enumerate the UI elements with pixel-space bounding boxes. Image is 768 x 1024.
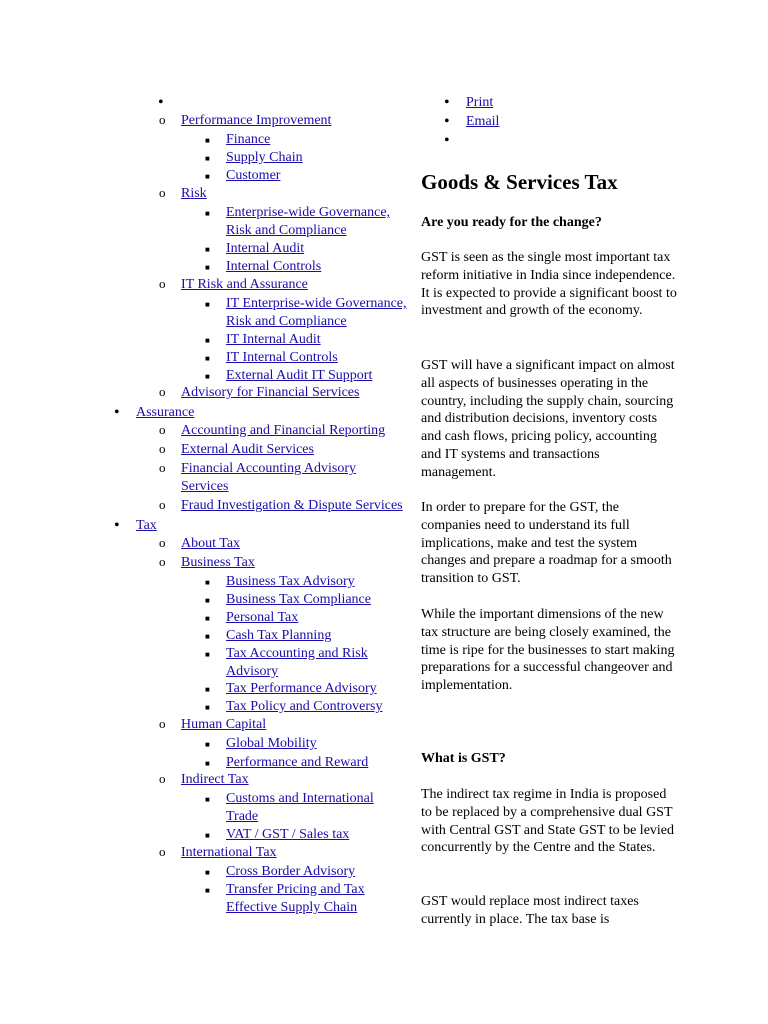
nav-item-tax-accounting-risk-advisory xyxy=(205,645,392,681)
article-paragraph: In order to prepare for the GST, the companies need to understand its full implications, make and test the system changes and prepare a roadmap for a smooth transition to GST. xyxy=(421,500,672,587)
square-bullet: ■ xyxy=(205,300,210,309)
nav-item-international-tax xyxy=(159,844,277,862)
print-link[interactable]: Print xyxy=(466,95,494,110)
nav-link-internal-audit[interactable]: Internal Audit xyxy=(226,241,305,256)
nav-item-vat-gst-sales-tax xyxy=(205,826,350,844)
nav-link-about-tax[interactable]: About Tax xyxy=(181,536,241,551)
circle-bullet: o xyxy=(159,771,166,786)
nav-item-tax-performance-advisory xyxy=(205,680,377,698)
square-bullet: ■ xyxy=(205,336,210,345)
article-title: Goods & Services Tax xyxy=(421,170,618,194)
nav-item-human-capital xyxy=(159,716,267,734)
nav-item-external-audit-it-support xyxy=(205,367,373,385)
nav-link-supply-chain[interactable]: Supply Chain xyxy=(226,150,303,165)
nav-item-business-tax-advisory xyxy=(205,573,355,591)
share-item-print xyxy=(444,94,494,112)
circle-bullet: o xyxy=(159,384,166,399)
square-bullet: ■ xyxy=(205,172,210,181)
nav-link-it-internal-audit[interactable]: IT Internal Audit xyxy=(226,332,321,347)
nav-link-business-tax-advisory[interactable]: Business Tax Advisory xyxy=(226,574,355,589)
article xyxy=(421,168,677,927)
square-bullet: ■ xyxy=(205,685,210,694)
article-heading-ready: Are you ready for the change? xyxy=(421,215,602,230)
nav-link-performance-improvement[interactable]: Performance Improvement xyxy=(181,113,332,128)
nav-item-it-ewg-risk-compliance xyxy=(205,295,422,331)
article-paragraph: The indirect tax regime in India is proposed to be replaced by a comprehensive dual GST with Central GST and State GST to be levied concurrently by the Centre and the States. xyxy=(421,787,675,856)
nav-link-transfer-pricing[interactable]: Transfer Pricing and Tax Effective Supply Chain xyxy=(226,882,365,915)
article-heading-what-is-gst: What is GST? xyxy=(421,751,506,766)
nav-item-customer xyxy=(205,167,281,185)
nav-link-finance[interactable]: Finance xyxy=(226,132,271,147)
nav-item-transfer-pricing xyxy=(205,881,386,917)
disc-bullet: • xyxy=(158,94,164,111)
nav-item-performance-improvement xyxy=(159,112,332,130)
square-bullet: ■ xyxy=(205,578,210,587)
square-bullet: ■ xyxy=(205,136,210,145)
nav-link-it-risk-assurance[interactable]: IT Risk and Assurance xyxy=(181,277,308,292)
nav-item-fraud-investigation xyxy=(159,497,403,515)
nav-link-external-audit-it-support[interactable]: External Audit IT Support xyxy=(226,368,373,383)
circle-bullet: o xyxy=(159,535,166,550)
nav-link-fraud-investigation[interactable]: Fraud Investigation & Dispute Services xyxy=(181,498,403,513)
nav-item-external-audit-services xyxy=(159,441,314,459)
nav-link-it-internal-controls[interactable]: IT Internal Controls xyxy=(226,350,338,365)
article-paragraph: GST will have a significant impact on almost all aspects of businesses operating in the country, including the supply chain, sourcing and distribution decisions, inventory costs and cash flows, pricing policy, accounting and IT systems and transactions management. xyxy=(421,358,675,480)
square-bullet: ■ xyxy=(205,703,210,712)
nav-link-customs-international-trade[interactable]: Customs and International Trade xyxy=(226,791,374,824)
nav-link-cash-tax-planning[interactable]: Cash Tax Planning xyxy=(226,628,332,643)
email-link[interactable]: Email xyxy=(466,114,500,129)
nav-link-tax[interactable]: Tax xyxy=(136,518,157,533)
nav-link-it-ewg-risk-compliance[interactable]: IT Enterprise-wide Governance, Risk and Compliance xyxy=(226,296,407,329)
nav-item-it-risk-assurance xyxy=(159,276,308,294)
nav-link-assurance[interactable]: Assurance xyxy=(136,405,195,420)
nav-link-indirect-tax[interactable]: Indirect Tax xyxy=(181,772,249,787)
nav-link-advisory-financial-services[interactable]: Advisory for Financial Services xyxy=(181,385,360,400)
nav-link-performance-reward[interactable]: Performance and Reward xyxy=(226,755,369,770)
square-bullet: ■ xyxy=(205,868,210,877)
disc-bullet: • xyxy=(444,132,450,149)
nav-link-ewg-risk-compliance[interactable]: Enterprise-wide Governance, Risk and Compliance xyxy=(226,205,391,238)
square-bullet: ■ xyxy=(205,886,210,895)
nav-item-it-internal-controls xyxy=(205,349,338,367)
nav-item-about-tax xyxy=(159,535,241,553)
nav-item-customs-international-trade xyxy=(205,790,392,826)
nav-link-tax-policy-controversy[interactable]: Tax Policy and Controversy xyxy=(226,699,383,714)
nav-item-it-internal-audit xyxy=(205,331,321,349)
square-bullet: ■ xyxy=(205,209,210,218)
circle-bullet: o xyxy=(159,497,166,512)
nav-link-tax-accounting-risk-advisory[interactable]: Tax Accounting and Risk Advisory xyxy=(226,646,368,679)
square-bullet: ■ xyxy=(205,759,210,768)
article-paragraph: While the important dimensions of the new tax structure are being closely examined, the time is ripe for the businesses to start making preparations for a successful changeover and implementation. xyxy=(421,607,675,694)
nav-item-finance xyxy=(205,131,271,149)
nav-link-cross-border-advisory[interactable]: Cross Border Advisory xyxy=(226,864,356,879)
circle-bullet: o xyxy=(159,441,166,456)
circle-bullet: o xyxy=(159,276,166,291)
article-paragraph: GST would replace most indirect taxes currently in place. The tax base is xyxy=(421,894,639,927)
nav-link-tax-performance-advisory[interactable]: Tax Performance Advisory xyxy=(226,681,377,696)
circle-bullet: o xyxy=(159,554,166,569)
circle-bullet: o xyxy=(159,716,166,731)
nav-link-financial-accounting-advisory[interactable]: Financial Accounting Advisory Services xyxy=(181,461,356,494)
nav-item-assurance xyxy=(114,404,195,422)
nav-item-ewg-risk-compliance xyxy=(205,204,412,240)
square-bullet: ■ xyxy=(205,372,210,381)
nav-link-risk[interactable]: Risk xyxy=(181,186,207,201)
nav-item-cash-tax-planning xyxy=(205,627,332,645)
nav-link-personal-tax[interactable]: Personal Tax xyxy=(226,610,299,625)
nav-item-supply-chain xyxy=(205,149,303,167)
circle-bullet: o xyxy=(159,422,166,437)
nav-item-business-tax xyxy=(159,554,255,572)
nav-item-business-tax-compliance xyxy=(205,591,371,609)
nav-link-accounting-financial-reporting[interactable]: Accounting and Financial Reporting xyxy=(181,423,386,438)
square-bullet: ■ xyxy=(205,795,210,804)
square-bullet: ■ xyxy=(205,632,210,641)
square-bullet: ■ xyxy=(205,354,210,363)
nav-link-internal-controls[interactable]: Internal Controls xyxy=(226,259,322,274)
nav-link-external-audit-services[interactable]: External Audit Services xyxy=(181,442,314,457)
square-bullet: ■ xyxy=(205,596,210,605)
nav-link-global-mobility[interactable]: Global Mobility xyxy=(226,736,317,751)
nav-item-advisory-financial-services xyxy=(159,384,360,402)
nav-link-business-tax[interactable]: Business Tax xyxy=(181,555,255,570)
square-bullet: ■ xyxy=(205,831,210,840)
nav-item-accounting-financial-reporting xyxy=(159,422,386,440)
share-item-email xyxy=(444,113,500,131)
nav-item-performance-reward xyxy=(205,754,369,772)
square-bullet: ■ xyxy=(205,154,210,163)
square-bullet: ■ xyxy=(205,740,210,749)
disc-bullet: • xyxy=(444,113,450,130)
nav-link-international-tax[interactable]: International Tax xyxy=(181,845,277,860)
square-bullet: ■ xyxy=(205,263,210,272)
nav-link-business-tax-compliance[interactable]: Business Tax Compliance xyxy=(226,592,371,607)
nav-link-customer[interactable]: Customer xyxy=(226,168,281,183)
nav-item-indirect-tax xyxy=(159,771,249,789)
square-bullet: ■ xyxy=(205,245,210,254)
nav-item-tax xyxy=(114,517,157,535)
nav-link-vat-gst-sales-tax[interactable]: VAT / GST / Sales tax xyxy=(226,827,350,842)
circle-bullet: o xyxy=(159,460,166,475)
square-bullet: ■ xyxy=(205,650,210,659)
circle-bullet: o xyxy=(159,112,166,127)
disc-bullet: • xyxy=(114,404,120,421)
nav-item-cross-border-advisory xyxy=(205,863,356,881)
nav-item-internal-audit xyxy=(205,240,305,258)
nav-item-internal-controls xyxy=(205,258,322,276)
nav-item-risk xyxy=(159,185,207,203)
nav-item-tax-policy-controversy xyxy=(205,698,383,716)
nav-link-human-capital[interactable]: Human Capital xyxy=(181,717,267,732)
nav-item-financial-accounting-advisory xyxy=(159,460,377,496)
circle-bullet: o xyxy=(159,844,166,859)
circle-bullet: o xyxy=(159,185,166,200)
square-bullet: ■ xyxy=(205,614,210,623)
nav-item-personal-tax xyxy=(205,609,299,627)
disc-bullet: • xyxy=(114,517,120,534)
disc-bullet: • xyxy=(444,94,450,111)
article-paragraph: GST is seen as the single most important tax reform initiative in India since independence. It is expected to provide a significant boost to investment and growth of the economy. xyxy=(421,250,677,319)
nav-item-global-mobility xyxy=(205,735,317,753)
